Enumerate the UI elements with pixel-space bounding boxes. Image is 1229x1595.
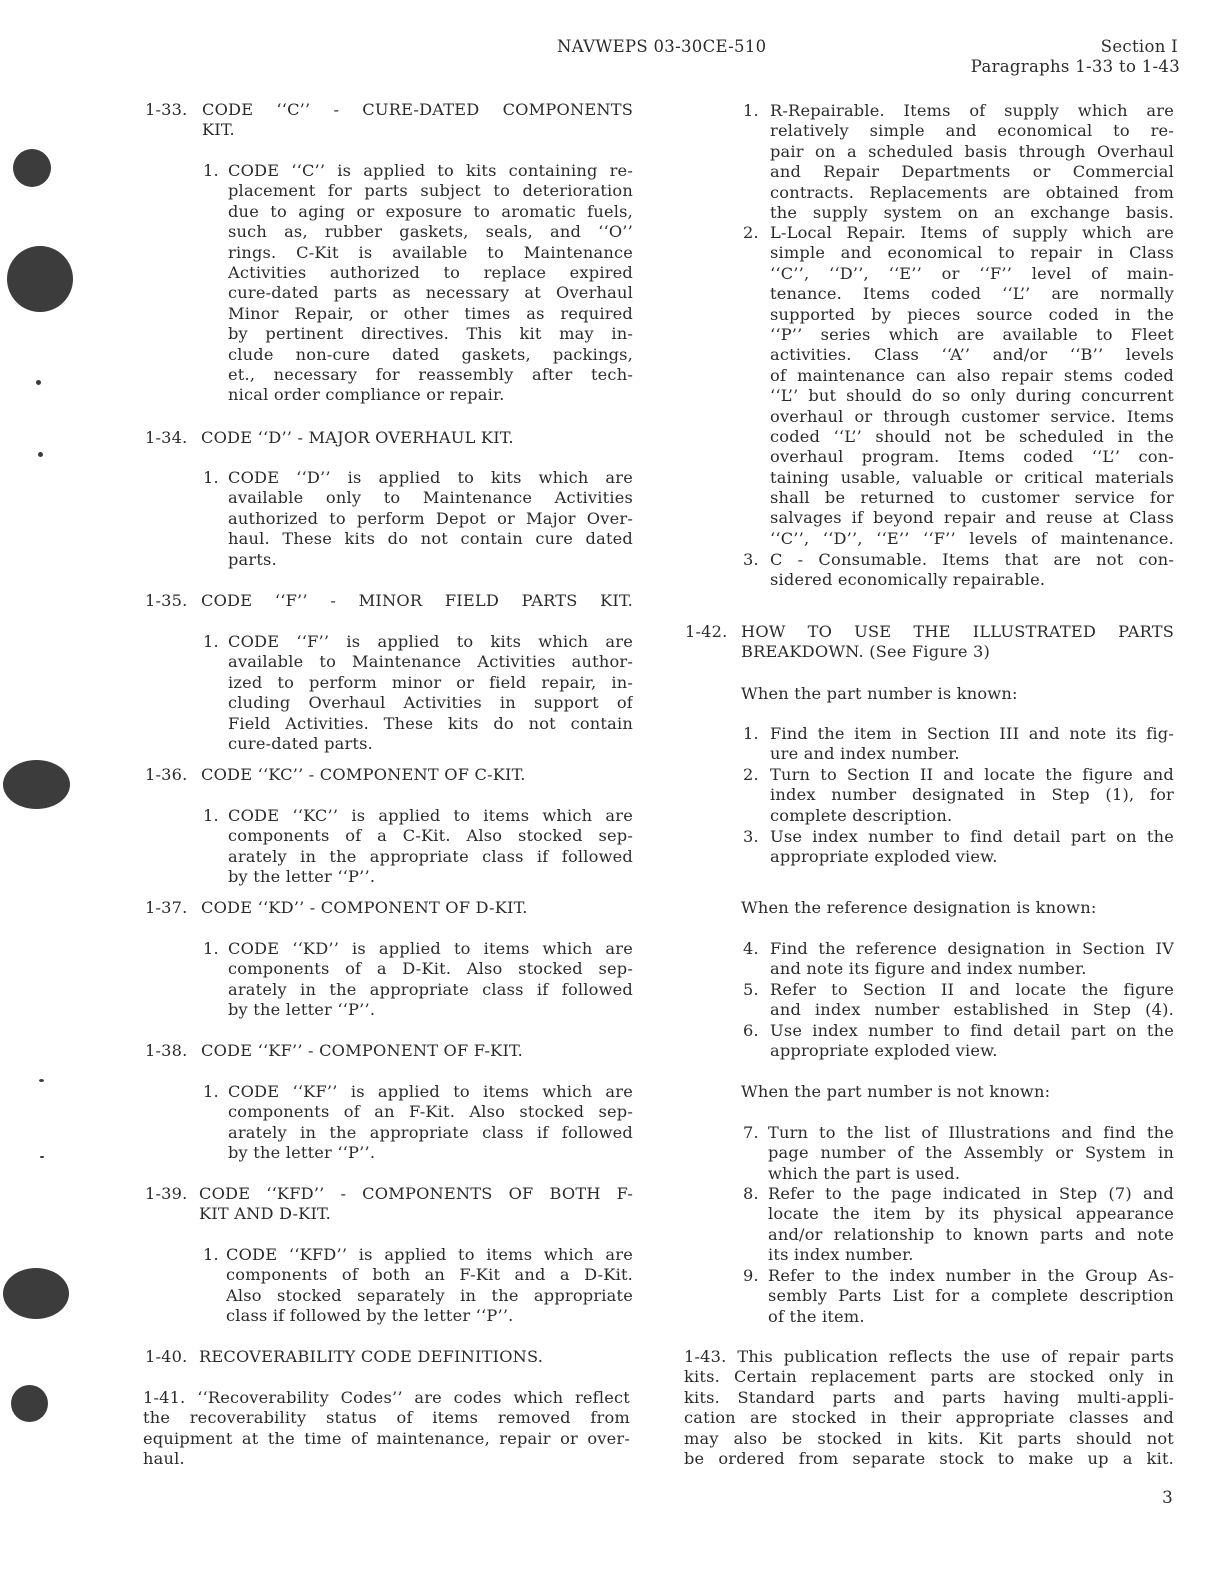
- text-line: by the letter ‘‘P’’.: [228, 1000, 376, 1020]
- text-line: appropriate exploded view.: [770, 847, 998, 867]
- text-line: which the part is used.: [768, 1163, 961, 1183]
- text-line: tenance. Items coded ‘‘L’’ are normally: [770, 284, 1174, 304]
- paragraph-1-35-item-1: [203, 632, 633, 754]
- step-7: [743, 1123, 1174, 1184]
- text-line: and Repair Departments or Commercial: [770, 162, 1174, 182]
- text-line: 1-41. ‘‘Recoverability Codes’’ are codes which reflect: [143, 1388, 630, 1407]
- paragraph-number: 1-39.: [145, 1184, 188, 1203]
- text-line: activities. Class ‘‘A’’ and/or ‘‘B’’ levels: [770, 345, 1174, 365]
- step-number: 9.: [743, 1266, 759, 1285]
- step-4: [743, 939, 1174, 980]
- heading-line: CODE ‘‘KFD’’ - COMPONENTS OF BOTH F-: [199, 1184, 633, 1203]
- item-body: [226, 1245, 633, 1327]
- text-line: Activities authorized to replace expired: [228, 262, 633, 282]
- text-line: Minor Repair, or other times as required: [228, 303, 633, 323]
- text-line: clude non-cure dated gaskets, packings,: [228, 344, 633, 364]
- step-number: 2.: [743, 765, 759, 784]
- text-line: coded ‘‘L’’ should not be scheduled in the: [770, 426, 1174, 446]
- text-line: Also stocked separately in the appropriate: [226, 1285, 633, 1305]
- text-line: cure-dated parts as necessary at Overhaul: [228, 283, 633, 303]
- text-line: and/or relationship to known parts and note: [768, 1224, 1174, 1244]
- item-number: 1.: [203, 806, 219, 825]
- paragraph-number: 1-42.: [685, 622, 728, 641]
- intro-reference-designation-known: When the reference designation is known:: [741, 898, 1097, 917]
- text-line: kits. Standard parts and parts having multi-appli-: [684, 1387, 1174, 1407]
- heading-text: RECOVERABILITY CODE DEFINITIONS.: [199, 1347, 544, 1366]
- text-line: 1-43. This publication reflects the use of repair parts: [684, 1347, 1174, 1366]
- text-line: by pertinent directives. This kit may in-: [228, 324, 633, 344]
- text-line: Refer to Section II and locate the figure: [770, 980, 1174, 999]
- text-line: Find the reference designation in Section IV: [770, 939, 1174, 958]
- text-line: CODE ‘‘C’’ is applied to kits containing re-: [228, 161, 633, 180]
- text-line: nical order compliance or repair.: [228, 385, 505, 405]
- text-line: Refer to the page indicated in Step (7) and: [768, 1184, 1174, 1203]
- paragraph-1-37-item-1: [203, 939, 633, 1021]
- item-number: 2.: [743, 223, 759, 242]
- paragraph-1-33-item-1: [203, 161, 633, 406]
- text-line: components of a C-Kit. Also stocked sep-: [228, 826, 633, 846]
- step-6: [743, 1021, 1174, 1062]
- item-body: [228, 1082, 633, 1164]
- text-line: simple and economical to repair in Class: [770, 243, 1174, 263]
- text-line: taining usable, valuable or critical materials: [770, 467, 1174, 487]
- text-line: of the item.: [768, 1306, 865, 1326]
- text-line: CODE ‘‘D’’ is applied to kits which are: [228, 468, 633, 487]
- step-8: [743, 1184, 1174, 1266]
- intro-part-number-known: When the part number is known:: [741, 684, 1018, 703]
- text-line: overhaul program. Items coded ‘‘L’’ con-: [770, 447, 1174, 467]
- paragraph-1-40-heading: [145, 1347, 633, 1367]
- paragraph-1-33-heading: [145, 100, 633, 141]
- text-line: ‘‘C’’, ‘‘D’’, ‘‘E’’ or ‘‘F’’ level of main-: [770, 263, 1174, 283]
- paragraph-1-39-heading: [145, 1184, 633, 1225]
- heading-text: CODE ‘‘KD’’ - COMPONENT OF D-KIT.: [201, 898, 528, 917]
- step-number: 8.: [743, 1184, 759, 1203]
- binder-hole-1: [13, 149, 51, 187]
- text-line: class if followed by the letter ‘‘P’’.: [226, 1306, 514, 1326]
- text-line: complete description.: [770, 805, 953, 825]
- item-body: [228, 468, 633, 570]
- text-line: equipment at the time of maintenance, repair or over-: [143, 1428, 630, 1448]
- text-line: supported by pieces source coded in the: [770, 304, 1174, 324]
- item-body: [228, 939, 633, 1021]
- paragraph-1-39-item-1: [203, 1245, 633, 1327]
- text-line: Find the item in Section III and note its fig-: [770, 724, 1174, 743]
- text-line: ‘‘C’’, ‘‘D’’, ‘‘E’’ ‘‘F’’ levels of maintenance.: [770, 528, 1174, 548]
- text-line: CODE ‘‘KF’’ is applied to items which are: [228, 1082, 633, 1101]
- text-line: kits. Certain replacement parts are stocked only in: [684, 1367, 1174, 1387]
- item-number: 1.: [743, 101, 759, 120]
- scan-speck: [39, 1079, 44, 1082]
- paragraph-1-43: [684, 1347, 1174, 1469]
- text-line: ure and index number.: [770, 744, 960, 764]
- text-line: ‘‘L’’ but should do so only during concurrent: [770, 386, 1174, 406]
- heading-line: BREAKDOWN. (See Figure 3): [741, 642, 990, 662]
- heading-line: KIT AND D-KIT.: [199, 1204, 332, 1224]
- text-line: available to Maintenance Activities author-: [228, 652, 633, 672]
- step-3: [743, 827, 1174, 868]
- step-5: [743, 980, 1174, 1021]
- text-line: arately in the appropriate class if followed: [228, 979, 633, 999]
- text-line: C - Consumable. Items that are not con-: [770, 550, 1174, 569]
- text-line: haul.: [143, 1449, 185, 1469]
- text-line: Refer to the index number in the Group As-: [768, 1266, 1174, 1285]
- page-number: 3: [1162, 1488, 1173, 1508]
- step-number: 5.: [743, 980, 759, 999]
- paragraph-1-42-heading: [685, 622, 1174, 663]
- item-body: [228, 806, 633, 888]
- text-line: available only to Maintenance Activities: [228, 488, 633, 508]
- text-line: Field Activities. These kits do not contain: [228, 713, 633, 733]
- item-number: 1.: [203, 1245, 219, 1264]
- paragraph-1-36-item-1: [203, 806, 633, 888]
- item-number: 1.: [203, 468, 219, 487]
- item-body: [770, 550, 1174, 591]
- scan-speck: [36, 380, 41, 385]
- text-line: L-Local Repair. Items of supply which are: [770, 223, 1174, 242]
- text-line: locate the item by its physical appearance: [768, 1204, 1174, 1224]
- paragraph-1-34-item-1: [203, 468, 633, 570]
- item-body: [228, 161, 633, 406]
- heading-line: KIT.: [202, 120, 235, 140]
- text-line: placement for parts subject to deterioration: [228, 181, 633, 201]
- text-line: parts.: [228, 549, 277, 569]
- binder-hole-2: [7, 246, 73, 312]
- text-line: page number of the Assembly or System in: [768, 1143, 1174, 1163]
- text-line: et., necessary for reassembly after tech-: [228, 364, 633, 384]
- text-line: the supply system on an exchange basis.: [770, 202, 1174, 222]
- binder-hole-4: [3, 1268, 69, 1319]
- text-line: relatively simple and economical to re-: [770, 121, 1174, 141]
- heading-text: CODE ‘‘KC’’ - COMPONENT OF C-KIT.: [201, 765, 526, 784]
- paragraph-number: 1-33.: [145, 100, 188, 119]
- text-line: components of a D-Kit. Also stocked sep-: [228, 959, 633, 979]
- recoverability-item-l: [743, 223, 1174, 549]
- text-line: cure-dated parts.: [228, 733, 373, 753]
- step-number: 4.: [743, 939, 759, 958]
- item-body: [228, 632, 633, 754]
- heading-line: HOW TO USE THE ILLUSTRATED PARTS: [741, 622, 1174, 641]
- step-number: 3.: [743, 827, 759, 846]
- text-line: index number designated in Step (1), for: [770, 785, 1174, 805]
- text-line: sembly Parts List for a complete description: [768, 1286, 1174, 1306]
- text-line: of maintenance can also repair stems coded: [770, 365, 1174, 385]
- recoverability-item-r: [743, 101, 1174, 223]
- text-line: contracts. Replacements are obtained from: [770, 182, 1174, 202]
- text-line: pair on a scheduled basis through Overhaul: [770, 141, 1174, 161]
- step-1: [743, 724, 1174, 765]
- text-line: salvages if beyond repair and reuse at Class: [770, 508, 1174, 528]
- text-line: components of both an F-Kit and a D-Kit.: [226, 1265, 633, 1285]
- text-line: ‘‘P’’ series which are available to Fleet: [770, 324, 1174, 344]
- scan-speck: [40, 1156, 44, 1158]
- paragraph-1-36-heading: [145, 765, 633, 785]
- text-line: Use index number to find detail part on the: [770, 827, 1174, 846]
- binder-hole-5: [11, 1385, 48, 1422]
- item-body: [770, 101, 1174, 223]
- item-number: 1.: [203, 161, 219, 180]
- paragraph-1-37-heading: [145, 898, 633, 918]
- paragraph-number: 1-40.: [145, 1347, 188, 1366]
- text-line: R-Repairable. Items of supply which are: [770, 101, 1174, 120]
- text-line: CODE ‘‘F’’ is applied to kits which are: [228, 632, 633, 651]
- item-body: [770, 223, 1174, 549]
- heading-text: CODE ‘‘F’’ - MINOR FIELD PARTS KIT.: [201, 591, 633, 610]
- text-line: CODE ‘‘KD’’ is applied to items which are: [228, 939, 633, 958]
- intro-part-number-not-known: When the part number is not known:: [741, 1082, 1051, 1101]
- section-label: Section I: [1100, 37, 1178, 56]
- paragraph-number: 1-38.: [145, 1041, 188, 1060]
- scan-speck: [38, 452, 43, 457]
- text-line: by the letter ‘‘P’’.: [228, 1143, 376, 1163]
- paragraph-number: 1-37.: [145, 898, 188, 917]
- paragraph-1-34-heading: [145, 428, 633, 448]
- step-number: 1.: [743, 724, 759, 743]
- text-line: its index number.: [768, 1245, 914, 1265]
- text-line: overhaul or through customer service. Items: [770, 406, 1174, 426]
- recoverability-item-c: [743, 550, 1174, 591]
- step-9: [743, 1266, 1174, 1327]
- text-line: ized to perform minor or field repair, in-: [228, 672, 633, 692]
- text-line: appropriate exploded view.: [770, 1041, 998, 1061]
- item-number: 1.: [203, 632, 219, 651]
- item-number: 3.: [743, 550, 759, 569]
- text-line: by the letter ‘‘P’’.: [228, 867, 376, 887]
- text-line: such as, rubber gaskets, seals, and ‘‘O’’: [228, 222, 633, 242]
- item-number: 1.: [203, 939, 219, 958]
- paragraph-range: Paragraphs 1-33 to 1-43: [970, 57, 1180, 76]
- document-id: NAVWEPS 03-30CE-510: [557, 37, 767, 56]
- paragraph-number: 1-34.: [145, 428, 188, 447]
- paragraph-1-35-heading: [145, 591, 633, 611]
- text-line: cation are stocked in their appropriate classes and: [684, 1408, 1174, 1428]
- text-line: arately in the appropriate class if followed: [228, 846, 633, 866]
- step-number: 7.: [743, 1123, 759, 1142]
- text-line: may also be stocked in kits. Kit parts should not: [684, 1428, 1174, 1448]
- heading-text: CODE ‘‘D’’ - MAJOR OVERHAUL KIT.: [201, 428, 514, 447]
- text-line: Use index number to find detail part on the: [770, 1021, 1174, 1040]
- text-line: haul. These kits do not contain cure dated: [228, 529, 633, 549]
- text-line: components of an F-Kit. Also stocked sep-: [228, 1102, 633, 1122]
- binder-hole-3: [3, 760, 70, 809]
- step-2: [743, 765, 1174, 826]
- text-line: authorized to perform Depot or Major Over-: [228, 508, 633, 528]
- text-line: due to aging or exposure to aromatic fuels,: [228, 201, 633, 221]
- paragraph-number: 1-36.: [145, 765, 188, 784]
- text-line: CODE ‘‘KFD’’ is applied to items which are: [226, 1245, 633, 1264]
- paragraph-1-38-heading: [145, 1041, 633, 1061]
- paragraph-1-41: [143, 1388, 630, 1470]
- text-line: Turn to Section II and locate the figure and: [770, 765, 1174, 784]
- paragraph-number: 1-35.: [145, 591, 188, 610]
- text-line: rings. C-Kit is available to Maintenance: [228, 242, 633, 262]
- text-line: cluding Overhaul Activities in support of: [228, 693, 633, 713]
- paragraph-1-38-item-1: [203, 1082, 633, 1164]
- text-line: and note its figure and index number.: [770, 959, 1087, 979]
- text-line: and index number established in Step (4).: [770, 1000, 1174, 1020]
- text-line: arately in the appropriate class if followed: [228, 1122, 633, 1142]
- text-line: the recoverability status of items removed from: [143, 1408, 630, 1428]
- text-line: shall be returned to customer service for: [770, 488, 1174, 508]
- text-line: CODE ‘‘KC’’ is applied to items which are: [228, 806, 633, 825]
- text-line: be ordered from separate stock to make up a kit.: [684, 1448, 1174, 1468]
- item-number: 1.: [203, 1082, 219, 1101]
- heading-line: CODE ‘‘C’’ - CURE-DATED COMPONENTS: [202, 100, 633, 119]
- step-number: 6.: [743, 1021, 759, 1040]
- text-line: Turn to the list of Illustrations and find the: [768, 1123, 1174, 1142]
- heading-text: CODE ‘‘KF’’ - COMPONENT OF F-KIT.: [201, 1041, 524, 1060]
- text-line: sidered economically repairable.: [770, 570, 1046, 590]
